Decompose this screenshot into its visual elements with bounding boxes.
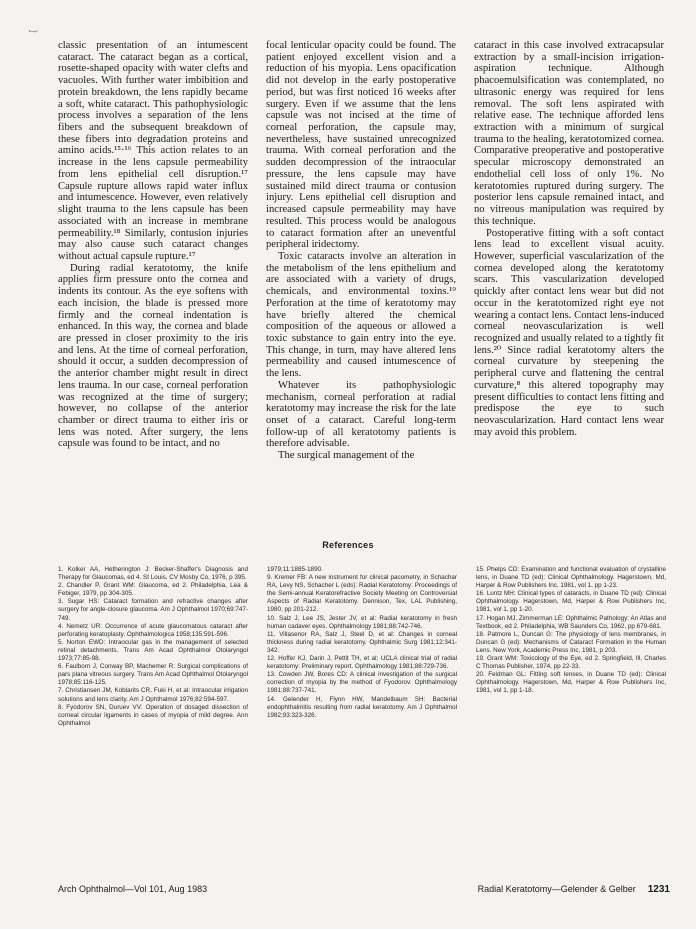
page-scan-mark: ·–-·: [28, 26, 38, 36]
reference-entry: 7. Christiansen JM, Koblarits CR, Fuki H, et al: Intraocular irrigation solutions and lens clarity. Am J Ophthalmol 1976;82:594-597.: [58, 687, 248, 703]
references-column-1: [58, 566, 248, 816]
paragraph: Whatever its pathophysiologic mechanism, corneal perforation at radial keratotomy may increase the risk for the late onset of a cataract. Careful long-term follow-up of all keratotomy patients is therefore advisable.: [266, 379, 456, 450]
references-column-3: [476, 566, 666, 816]
reference-entry: 19. Grant WM: Toxicology of the Eye, ed 2. Springfield, Ill, Charles C Thomas Publisher, 1974, pp 22-33.: [476, 655, 666, 671]
paragraph: Postoperative fitting with a soft contact lens lead to excellent visual acuity. However, superficial vascularization of the cornea developed along the keratotomy scars. This vascularization developed quickly after contact lens wear but did not occur in the keratotomized right eye not wearing a contact lens. Contact lens-induced corneal neovascularization is well recognized and usually related to a tightly fit lens.²⁰ Since radial keratotomy alters the corneal curvature by steepening the peripheral curve and flattening the central curvature,⁸ this altered topography may present difficulties to contact lens fitting and predispose the eye to such neovascularization. Hard contact lens wear may avoid this problem.: [474, 227, 664, 438]
reference-entry: 1979;11:1885-1890.: [267, 566, 323, 573]
references-column-2: [267, 566, 457, 816]
text-column-2: [266, 40, 456, 528]
journal-citation: Arch Ophthalmol—Vol 101, Aug 1983: [58, 884, 208, 894]
reference-entry: 10. Salz J, Lee JS, Jester JV, et al: Radial keratotomy in fresh human cadaver eyes. Ophthalmology 1981;88:742-746.: [267, 614, 457, 630]
references-heading: References: [322, 540, 374, 550]
reference-entry: 12. Hoffer KJ, Darin J, Pettit TH, et al: UCLA clinical trial of radial keratotomy: Preliminary report. Ophthalmology 1981;88:729-736.: [267, 655, 457, 671]
reference-entry: 9. Kremer FB: A new instrument for clinical pacometry, in Schachar RA, Levy NS, Schacher L (eds): Radial Keratotomy: Proceedings of the Semi-annual Keratorefractive Society Meeting on Controversial Aspects of Radial Keratotomy. Dennison, Tex, LAL Publishing, 1980, pp 201-212.: [267, 574, 457, 614]
reference-entry: 11. Villasenor RA, Salz J, Steel D, et al: Changes in corneal thickness during radial keratotomy. Ophthalmic Surg 1981;12:341-342.: [267, 630, 457, 654]
paragraph: Toxic cataracts involve an alteration in the metabolism of the lens epithelium and are associated with a variety of drugs, chemicals, and environmental toxins.¹⁹ Perforation at the time of keratotomy may have briefly altered the chemical composition of the aqueous or allowed a toxic substance to gain entry into the eye. This change, in turn, may have altered lens permeability and caused intumescence of the lens.: [266, 250, 456, 380]
reference-entry: 15. Phelps CD: Examination and functional evaluation of crystalline lens, in Duane TD (ed): Clinical Ophthalmology. Hagerstown, Md, Harper & Row Publishers Inc, 1981, vol 1, pp 1-23.: [476, 566, 666, 590]
reference-entry: 18. Patmore L, Duncan G: The physiology of lens membranes, in Duncan G (ed): Mechanisms of Cataract Formation in the Human Lens. New York, Academic Press Inc, 1981, p 203.: [476, 630, 666, 654]
paragraph: classic presentation of an intumescent cataract. The cataract began as a cortical, rosette-shaped opacity with water clefts and vacuoles. With further water imbibition and protein breakdown, the lens rapidly became a soft, white cataract. This pathophysiologic process involves a separation of the lens fibers and the subsequent breakdown of these fibers into degradation proteins and amino acids.¹⁵·¹⁶ This action relates to an increase in the lens capsule permeability from lens epithelial cell disruption.¹⁷ Capsule rupture allows rapid water influx and intumescence. However, even relatively slight trauma to the lens capsule has been associated with an increase in membrane permeability.¹⁸ Similarly, contusion injuries may also cause such cataract changes without actual capsule rupture.¹⁷: [58, 40, 248, 262]
reference-entry: 20. Feldman GL: Fitting soft lenses, in Duane TD (ed): Clinical Ophthalmology. Hagerstown, Md, Harper & Row Publishers Inc, 1981, vol 1, pp 1-18.: [476, 671, 666, 695]
text-column-3: [474, 40, 664, 528]
reference-entry: 1. Kolker AA, Hetherington J: Becker-Shaffer's Diagnosis and Therapy for Glaucomas, ed 4. St Louis, CV Mosby Co, 1976, p 395.: [58, 566, 248, 582]
page-footer: [58, 884, 670, 898]
text-column-1: [58, 40, 248, 528]
paragraph: The surgical management of the: [278, 450, 415, 462]
running-title: [478, 884, 670, 895]
reference-entry: 17. Hogan MJ, Zimmerman LE: Ophthalmic Pathology: An Atlas and Textbook, ed 2. Philadelphia, WB Saunders Co, 1962, pp 679-681.: [476, 614, 666, 630]
reference-entry: 8. Fyodorov SN, Duruev VV: Operation of dosaged dissection of corneal circular ligaments in cases of myopia of mild degree. Ann Ophthalmol: [58, 703, 248, 727]
reference-entry: 14. Gelender H, Flynn HW, Mandelbaum SH: Bacterial endophthalmitis resulting from radial keratotomy. Am J Ophthalmol 1982;93:323-326.: [267, 695, 457, 719]
paragraph: focal lenticular opacity could be found. The patient enjoyed excellent vision and a reduction of his myopia. Lens opacification did not develop in the early postoperative period, but was first noticed 16 weeks after surgery. Even if we assume that the lens capsule was not incised at the time of corneal perforation, the capsule may, nevertheless, have sustained unrecognized trauma. With corneal perforation and the sudden decompression of the intraocular pressure, the lens capsule may have sustained mild direct trauma or contusion injury. Lens epithelial cell disruption and increased capsule permeability may have resulted. This process would be analogous to cataract formation after an uneventful peripheral iridectomy.: [266, 40, 456, 251]
paragraph: During radial keratotomy, the knife applies firm pressure onto the cornea and indents its contour. As the eye softens with each incision, the blade is pressed more firmly and the corneal indentation is enhanced. In this way, the cornea and blade are pressed in closer proximity to the iris and lens. At the time of corneal perforation, should it occur, a sudden decompression of the anterior chamber might result in direct lens trauma. In our case, corneal perforation was recognized at the time of surgery; however, no collapse of the anterior chamber or direct trauma to either iris or lens was noted. After surgery, the lens capsule was found to be intact, and no: [58, 262, 248, 450]
running-title-text: Radial Keratotomy—Gelender & Gelber: [477, 884, 636, 894]
reference-entry: 13. Cowden JW, Bores CD: A clinical investigation of the surgical correction of myopia by the method of Fyodorov. Ophthalmology 1981;88:737-741.: [267, 671, 457, 695]
reference-entry: 6. Faulborn J, Conway BP, Machemer R: Surgical complications of pars plana vitreous surgery. Trans Am Acad Ophthalmol Otolaryngol 1978;85:116-125.: [58, 663, 248, 687]
reference-entry: 5. Norton EWD: Intraocular gas in the management of selected retinal detachments. Trans Am Acad Ophthalmol Otolaryngol 1973;77:85-98.: [58, 638, 248, 663]
body-text: [58, 40, 664, 528]
reference-entry: 4. Nemetz UR: Occurrence of acute glaucomatous cataract after perforating keratoplasty. Ophthalmologica 1958;135:591-596.: [58, 622, 248, 638]
paragraph: cataract in this case involved extracapsular extraction by a small-incision irrigation-aspiration technique. Although phacoemulsification was contemplated, no ultrasonic energy was required for lens removal. The soft lens aspirated with relative ease. The technique afforded lens extraction with a minimum of surgical trauma to the healing, keratotomized cornea. Comparative preoperative and postoperative specular microscopy demonstrated an endothelial cell loss of only 1%. No keratotomies ruptured during surgery. The posterior lens capsule remained intact, and no vitreous manipulation was required by this technique.: [474, 40, 664, 227]
reference-entry: 2. Chandler P, Grant WM: Glaucoma, ed 2. Philadelphia, Lea & Febiger, 1979, pp 304-305.: [58, 582, 248, 598]
page-number: 1231: [647, 884, 670, 895]
references-list: [58, 566, 666, 816]
reference-entry: 16. Luntz MH: Clinical types of cataracts, in Duane TD (ed): Clinical Ophthalmology. Hagerstown, Md, Harper & Row Publishers Inc, 1981, vol 1, pp 1-20.: [476, 590, 666, 614]
reference-entry: 3. Sugar HS: Cataract formation and refractive changes after surgery for angle-closure glaucoma. Am J Ophthalmol 1970;69:747-749.: [58, 598, 248, 622]
